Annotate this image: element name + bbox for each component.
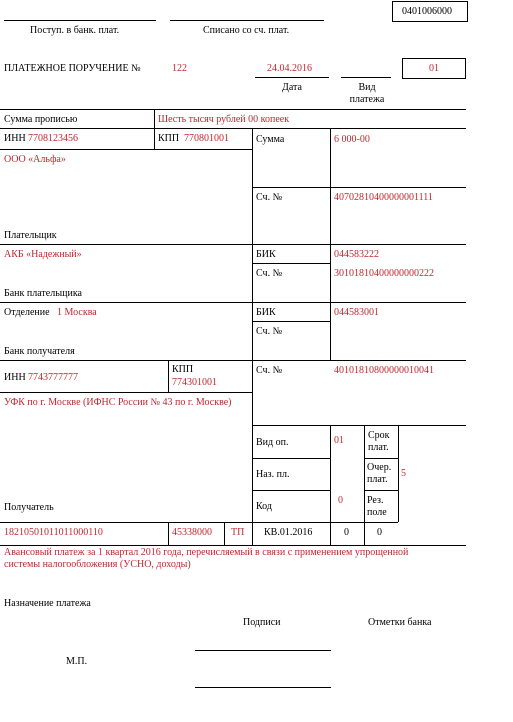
divider xyxy=(0,545,466,546)
amount-words: Шесть тысяч рублей 00 копеек xyxy=(158,114,290,125)
payer-bank-account: 30101810400000000222 xyxy=(334,268,434,279)
divider xyxy=(252,425,466,426)
payer-inn-label: ИНН xyxy=(4,133,26,144)
divider xyxy=(364,425,365,545)
payment-type-line xyxy=(341,77,391,78)
payment-type-label: Вид платежа xyxy=(349,82,385,105)
due-label: Срок плат. xyxy=(368,430,390,453)
divider xyxy=(252,458,330,459)
period: КВ.01.2016 xyxy=(264,527,313,538)
signature-line-2 xyxy=(195,687,331,688)
payer-bank-name: АКБ «Надежный» xyxy=(4,249,82,260)
kbk: 18210501011011000110 xyxy=(4,527,103,538)
op-type-label: Вид оп. xyxy=(256,437,289,448)
payee-bank-branch-label: Отделение xyxy=(4,307,50,318)
code-label: Код xyxy=(256,501,272,512)
payee-inn: 7743777777 xyxy=(28,372,78,383)
queue-label: Очер. плат. xyxy=(367,462,392,485)
payee-bank-account-label: Сч. № xyxy=(256,326,283,337)
payer-kpp: 770801001 xyxy=(184,133,229,144)
date-line xyxy=(255,77,329,78)
form-code: 0401006000 xyxy=(402,6,452,17)
payer-account-label: Сч. № xyxy=(256,192,283,203)
status-code: 01 xyxy=(429,63,439,74)
divider xyxy=(168,522,169,545)
payer-bank-bik-label: БИК xyxy=(256,249,276,260)
divider xyxy=(0,302,466,303)
received-label: Поступ. в банк. плат. xyxy=(30,25,120,36)
divider xyxy=(0,360,466,361)
divider xyxy=(0,392,252,393)
queue-value: 5 xyxy=(401,468,406,479)
divider xyxy=(0,522,398,523)
divider xyxy=(398,425,399,522)
divider xyxy=(154,109,155,128)
received-date-line xyxy=(4,20,156,21)
payer-kpp-label: КПП xyxy=(158,133,180,144)
divider xyxy=(154,128,155,149)
document-number: 122 xyxy=(172,63,187,74)
payer-label: Плательщик xyxy=(4,230,57,241)
divider xyxy=(252,128,253,545)
divider xyxy=(252,490,330,491)
payer-bank-label: Банк плательщика xyxy=(4,288,82,299)
payee-name: УФК по г. Москве (ИФНС России № 43 по г. Москве) xyxy=(4,397,232,408)
payer-account: 40702810400000001111 xyxy=(334,192,433,203)
divider xyxy=(0,244,466,245)
code-value: 0 xyxy=(338,495,343,506)
payer-name: ООО «Альфа» xyxy=(4,154,66,165)
divider xyxy=(364,490,398,491)
reserve-label: Рез. поле xyxy=(367,495,387,518)
payer-bank-account-label: Сч. № xyxy=(256,268,283,279)
payer-amount-label: Сумма xyxy=(256,134,285,145)
amount-words-label: Сумма прописью xyxy=(4,114,78,125)
date-label: Дата xyxy=(282,82,302,93)
divider xyxy=(0,149,252,150)
divider xyxy=(252,321,330,322)
divider xyxy=(168,360,169,392)
payee-bank-bik: 044583001 xyxy=(334,307,379,318)
payee-inn-label: ИНН xyxy=(4,372,26,383)
purpose-text: Авансовый платеж за 1 квартал 2016 года, перечисляемый в связи с применением упрощенной системы налогообложения (УСНО, доходы) xyxy=(4,547,409,570)
oktmo: 45338000 xyxy=(172,527,212,538)
table-top-line xyxy=(0,109,466,110)
divider xyxy=(330,425,331,545)
divider xyxy=(0,128,466,129)
doc-date: 0 xyxy=(377,527,382,538)
payee-kpp-label: КПП xyxy=(172,364,194,375)
divider xyxy=(252,187,466,188)
payer-inn: 7708123456 xyxy=(28,133,78,144)
op-type: 01 xyxy=(334,435,344,446)
basis: ТП xyxy=(231,527,245,538)
divider xyxy=(252,263,330,264)
payee-bank-branch: 1 Москва xyxy=(57,307,97,318)
signature-line-1 xyxy=(195,650,331,651)
stamp-label: М.П. xyxy=(66,656,88,667)
doc-number: 0 xyxy=(344,527,349,538)
signatures-label: Подписи xyxy=(243,617,281,628)
bank-marks-label: Отметки банка xyxy=(368,617,432,628)
payee-kpp: 774301001 xyxy=(172,377,217,388)
divider xyxy=(224,522,225,545)
divider xyxy=(364,458,398,459)
payee-account: 40101810800000010041 xyxy=(334,365,434,376)
payee-bank-bik-label: БИК xyxy=(256,307,276,318)
payee-label: Получатель xyxy=(4,502,54,513)
purpose-label: Назначение платежа xyxy=(4,598,91,609)
debited-date-line xyxy=(170,20,324,21)
payer-bank-bik: 044583222 xyxy=(334,249,379,260)
payer-amount: 6 000-00 xyxy=(334,134,370,145)
payee-bank-label: Банк получателя xyxy=(4,346,75,357)
document-date: 24.04.2016 xyxy=(267,63,312,74)
payee-account-label: Сч. № xyxy=(256,365,283,376)
purpose-code-label: Наз. пл. xyxy=(256,469,290,480)
document-title: ПЛАТЕЖНОЕ ПОРУЧЕНИЕ № xyxy=(4,63,141,74)
debited-label: Списано со сч. плат. xyxy=(203,25,290,36)
